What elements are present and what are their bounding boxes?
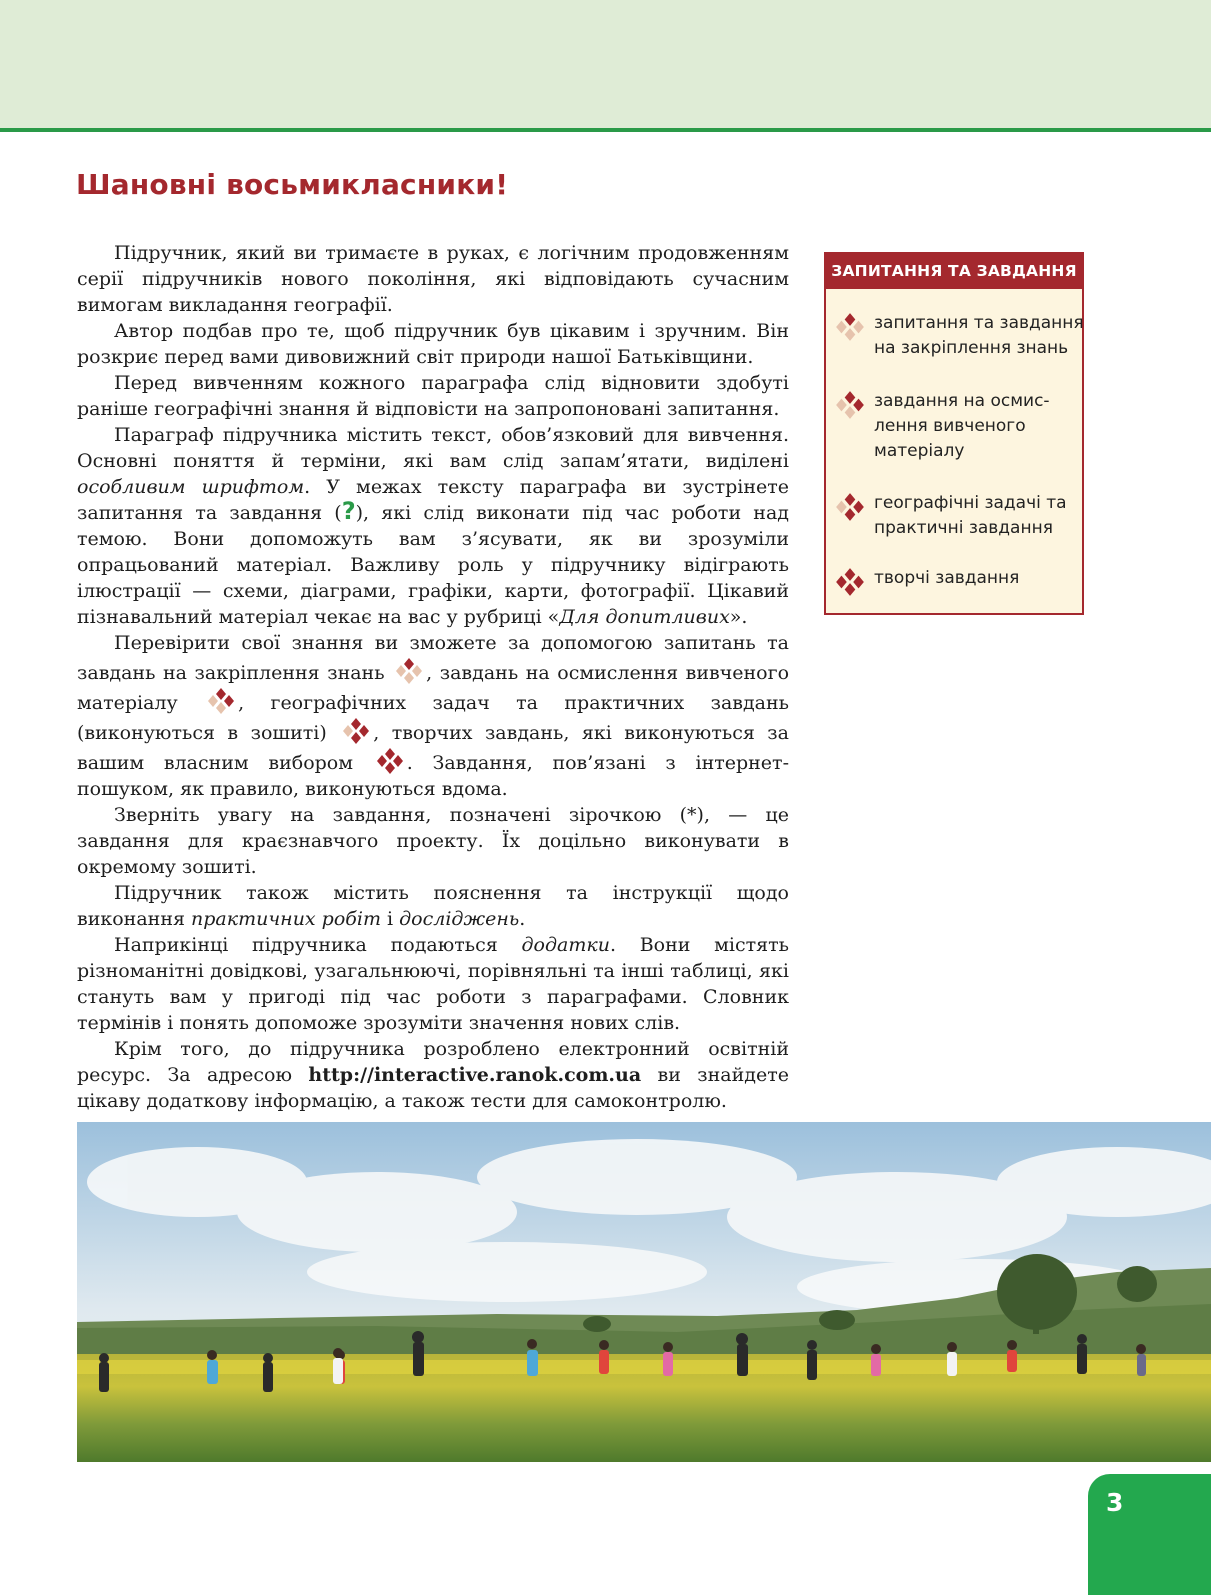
- diamond-level-2-icon: [206, 686, 236, 716]
- text-run: і: [380, 908, 400, 930]
- text-run: Перевірити свої знання ви зможете за допомогою запитань та завдань на закріплення знань: [77, 632, 789, 684]
- paragraph: Автор подбав про те, щоб підручник був цікавим і зручним. Він розкриє перед вами дивовижний світ природи нашої Батьківщини.: [77, 320, 789, 368]
- paragraph: Перед вивченням кожного параграфа слід відновити здобуті раніше географічні знання й відповісти на запропоновані запитання.: [77, 372, 789, 420]
- text-run: , завдань на осмислення вивченого матеріалу: [77, 662, 790, 714]
- emphasis: практичних робіт: [191, 908, 381, 930]
- legend-item-label: завдання на осмислення вивченого матеріалу: [874, 391, 1050, 461]
- emphasis: особливим шрифтом: [77, 476, 305, 498]
- text-run: , географічних задач та практичних завдань (виконуються в зошиті): [77, 692, 789, 744]
- emphasis: додатки: [521, 934, 610, 956]
- task-legend-box: [824, 252, 1084, 615]
- intro-text: [77, 240, 789, 1114]
- paragraph: [77, 630, 789, 802]
- diamond-level-4-icon: [375, 746, 405, 776]
- paragraph: [77, 422, 789, 630]
- page-number-tab: [1088, 1474, 1211, 1595]
- text-run: ), які слід виконати під час роботи над темою. Вони допоможуть вам з’ясувати, як ви зрозуміли опрацьований матеріал. Важливу роль у підручнику відіграють ілюстрації — схеми, діаграми, графіки, карти, фотографії. Цікавий пізнавальний матеріал чекає на вас у рубриці «: [77, 502, 789, 628]
- text-run: . У межах тексту параграфа ви зустрінете запитання та завдання (: [77, 476, 789, 524]
- diamond-level-1-icon: [394, 656, 424, 686]
- text-run: Параграф підручника містить текст, обов’язковий для вивчення. Основні поняття й терміни, які вам слід запам’ятати, виділені: [77, 424, 789, 472]
- landscape-illustration: [77, 1122, 1211, 1462]
- diamond-level-3-icon: [834, 491, 866, 523]
- text-run: Наприкінці підручника подаються: [114, 934, 522, 956]
- legend-item-label: географічні задачі та практичні завдання: [874, 493, 1067, 538]
- text-run: ».: [729, 606, 748, 628]
- legend-header: ЗАПИТАННЯ ТА ЗАВДАННЯ: [826, 254, 1082, 289]
- paragraph: [77, 880, 789, 932]
- paragraph: [77, 932, 789, 1036]
- paragraph: Зверніть увагу на завдання, позначені зірочкою (*), — це завдання для краєзнавчого проекту. Їх доцільно виконувати в окремому зошиті.: [77, 804, 789, 878]
- legend-item-label: запитання та завдання на закріплення знань: [874, 313, 1084, 358]
- text-run: Крім того, до підручника розроблено електронний освітній ресурс. За адресою: [77, 1038, 789, 1086]
- text-run: Підручник також містить пояснення та інструкції щодо виконання: [77, 882, 789, 930]
- diamond-level-4-icon: [834, 566, 866, 598]
- diamond-level-3-icon: [341, 716, 371, 746]
- diamond-level-1-icon: [834, 311, 866, 343]
- text-run: . Вони містять різноманітні довідкові, узагальнюючі, порівняльні та інші таблиці, які стануть вам у пригоді під час роботи з параграфами. Словник термінів і понять допоможе зрозуміти значення нових слів.: [77, 934, 789, 1034]
- field-hike-photo: [77, 1122, 1211, 1462]
- paragraph: Підручник, який ви тримаєте в руках, є логічним продовженням серії підручників нового покоління, які відповідають сучасним вимогам викладання географії.: [77, 242, 789, 316]
- header-band: [0, 0, 1211, 132]
- question-mark-icon: ?: [341, 497, 356, 525]
- text-run: . Завдання, пов’язані з інтернет-пошуком, як правило, виконуються вдома.: [77, 752, 789, 800]
- text-run: , творчих завдань, які виконуються за вашим власним вибором: [77, 722, 789, 774]
- text-run: ви знайдете цікаву додаткову інформацію, а також тести для самоконтролю.: [77, 1064, 789, 1112]
- text-run: .: [519, 908, 526, 930]
- emphasis: досліджень: [399, 908, 520, 930]
- page-number: 3: [1106, 1488, 1124, 1517]
- page-title: Шановні восьмикласники!: [76, 168, 509, 201]
- resource-url-link[interactable]: http://interactive.ranok.com.ua: [308, 1064, 642, 1086]
- diamond-level-2-icon: [834, 389, 866, 421]
- emphasis: Для допитливих: [559, 606, 730, 628]
- legend-item-label: творчі завдання: [874, 568, 1020, 588]
- paragraph: [77, 1036, 789, 1114]
